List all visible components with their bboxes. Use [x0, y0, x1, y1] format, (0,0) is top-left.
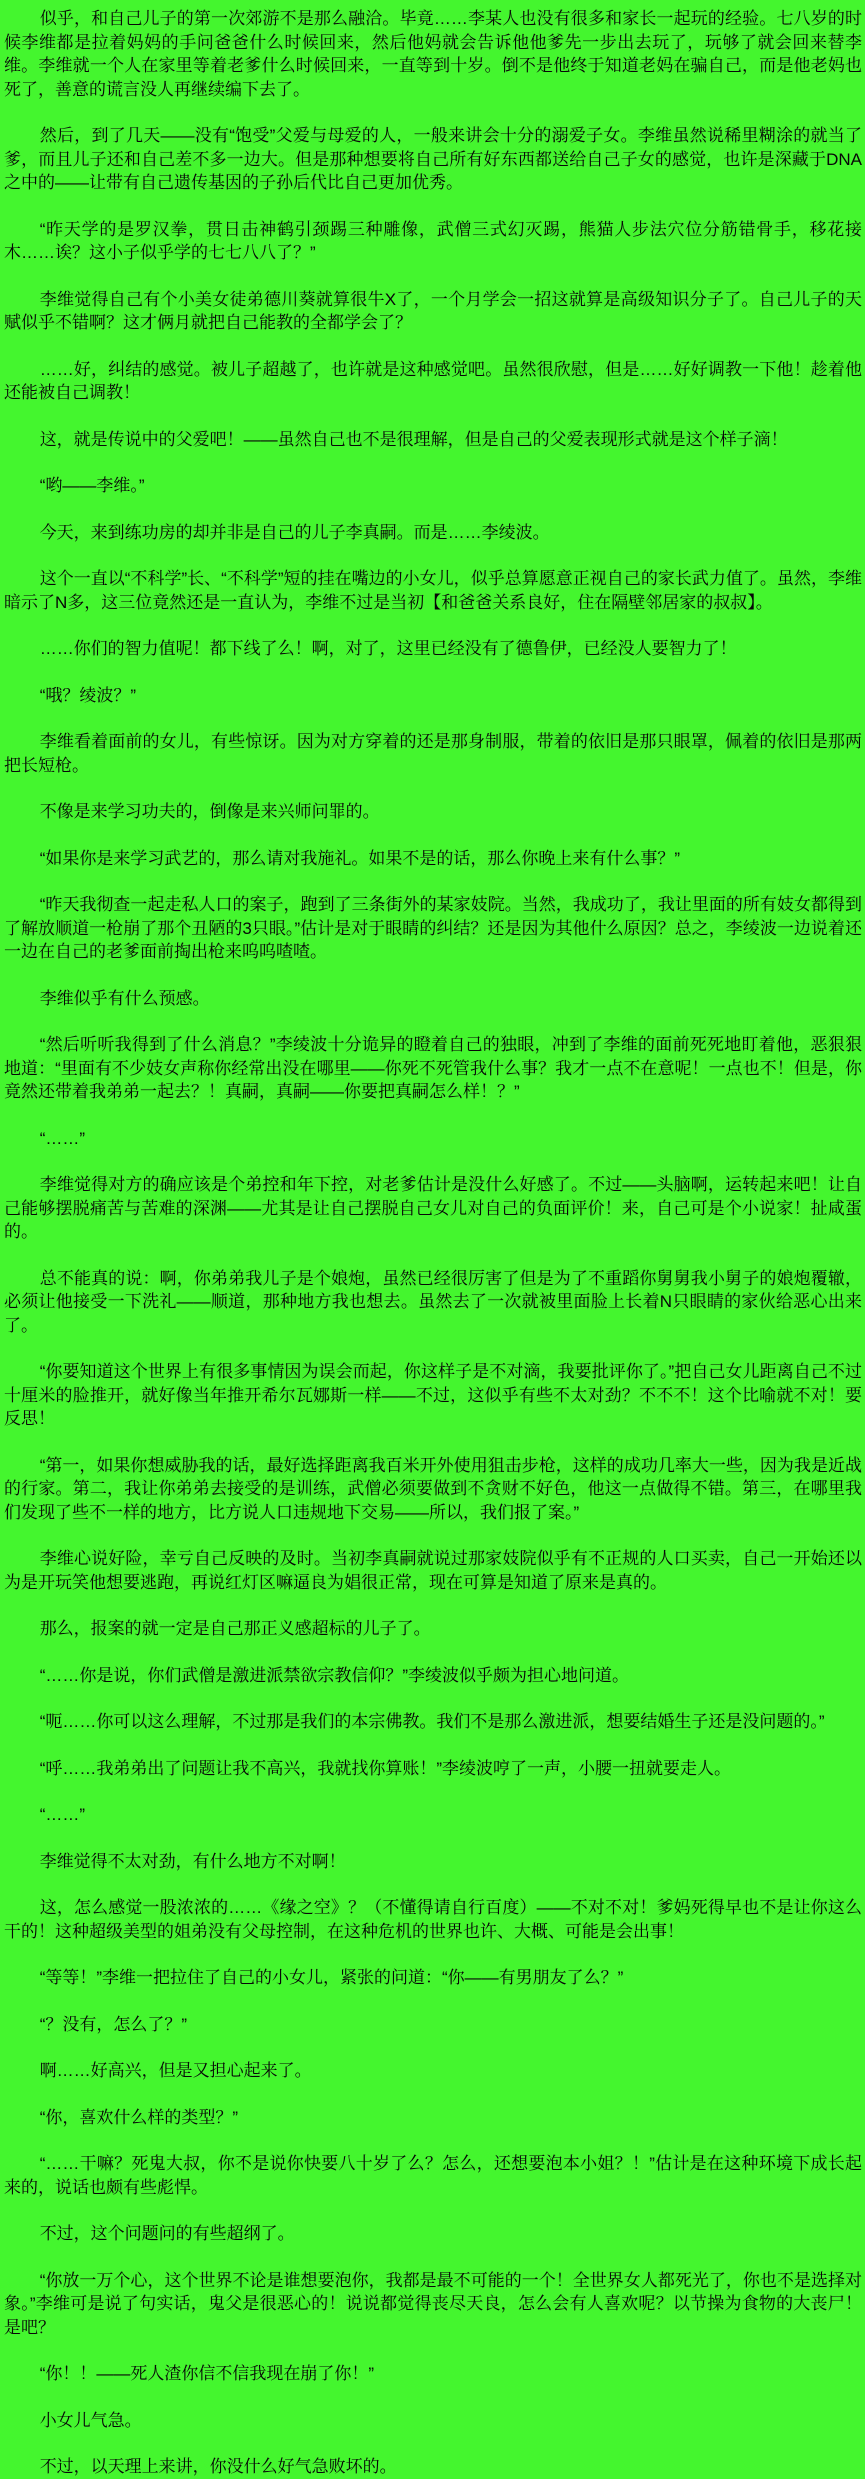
paragraph: “呼……我弟弟出了问题让我不高兴，我就找你算账！”李绫波哼了一声，小腰一扭就要走人。: [39, 1758, 732, 1778]
paragraph: ……你们的智力值呢！都下线了么！啊，对了，这里已经没有了德鲁伊，已经没人要智力了！: [39, 639, 737, 658]
paragraph: “……”: [39, 1128, 86, 1148]
paragraph: 不像是来学习功夫的，倒像是来兴师问罪的。: [39, 802, 380, 821]
paragraph: 这个一直以“不科学”长、“不科学”短的挂在嘴边的小女儿，似乎总算愿意正视自己的家长武力值了。虽然，李维暗示了N多，这三位竟然还是一直认为，李维不过是当初【和爸爸关系良好，住在隔壁邻居家的叔叔】。: [4, 569, 862, 612]
paragraph: “呃……你可以这么理解，不过那是我们的本宗佛教。我们不是那么激进派，想要结婚生子还是没问题的。”: [39, 1712, 825, 1731]
paragraph: 李维看着面前的女儿，有些惊讶。因为对方穿着的还是那身制服，带着的依旧是那只眼罩，佩着的依旧是那两把长短枪。: [4, 732, 862, 775]
paragraph: “你，喜欢什么样的类型？”: [39, 2107, 239, 2127]
paragraph: “第一，如果你想威胁我的话，最好选择距离我百米开外使用狙击步枪，这样的成功几率大一些，因为我是近战的行家。第二，我让你弟弟去接受的是训练，武僧必须要做到不贪财不好色，他这一点做得不错。第三，在哪里我们发现了些不一样的地方，比方说人口违规地下交易——所以，我们报了案。”: [4, 1455, 862, 1522]
paragraph: 今天，来到练功房的却并非是自己的儿子李真嗣。而是……李绫波。: [39, 522, 550, 542]
paragraph: 总不能真的说：啊，你弟弟我儿子是个娘炮，虽然已经很厉害了但是为了不重蹈你舅舅我小舅子的娘炮覆辙，必须让他接受一下洗礼——顺道，那种地方我也想去。虽然去了一次就被里面脸上长着N只眼睛的家伙给恶心出来了。: [4, 1268, 862, 1335]
paragraph: 然后，到了几天——没有“饱受”父爱与母爱的人，一般来讲会十分的溺爱子女。李维虽然说稀里糊涂的就当了爹，而且儿子还和自己差不多一边大。但是那种想要将自己所有好东西都送给自己子女的感觉，也许是深藏于DNA之中的——让带有自己遗传基因的子孙后代比自己更加优秀。: [4, 126, 862, 192]
paragraph: “哟——李维。”: [39, 476, 145, 495]
paragraph: 李维觉得对方的确应该是个弟控和年下控，对老爹估计是没什么好感了。不过——头脑啊，运转起来吧！让自己能够摆脱痛苦与苦难的深渊——尤其是让自己摆脱自己女儿对自己的负面评价！来，自己可是个小说家！扯咸蛋的。: [4, 1175, 862, 1241]
paragraph: “昨天学的是罗汉拳，贯日击神鹤引颈踢三种雕像，武僧三式幻灭踢，熊猫人步法穴位分筋错骨手，移花接木……诶？这小子似乎学的七七八八了？”: [4, 219, 862, 262]
paragraph: “？没有，怎么了？”: [39, 2014, 188, 2034]
paragraph: 那么，报案的就一定是自己那正义感超标的儿子了。: [39, 1619, 431, 1638]
paragraph: 李维觉得不太对劲，有什么地方不对啊！: [39, 1851, 346, 1871]
paragraph: “……”: [39, 1805, 86, 1824]
paragraph: “……你是说，你们武僧是激进派禁欲宗教信仰？”李绫波似乎颇为担心地问道。: [39, 1665, 630, 1685]
paragraph: “你！！——死人渣你信不信我现在崩了你！”: [39, 2364, 375, 2383]
paragraph: 这，怎么感觉一股浓浓的……《缘之空》？（不懂得请自行百度）——不对不对！爹妈死得早也不是让你这么干的！这种超级美型的姐弟没有父母控制，在这种危机的世界也许、大概、可能是会出事！: [4, 1898, 862, 1941]
paragraph: “哦？绫波？”: [39, 685, 137, 705]
paragraph: “昨天我彻查一起走私人口的案子，跑到了三条街外的某家妓院。当然，我成功了，我让里面的所有妓女都得到了解放顺道一枪崩了那个丑陋的3只眼。”估计是对于眼睛的纠结？还是因为其他什么原因？总之，李绫波一边说着还一边在自己的老爹面前掏出枪来呜呜喳喳。: [4, 895, 862, 961]
paragraph: 啊……好高兴，但是又担心起来了。: [39, 2061, 312, 2080]
paragraph: 李维觉得自己有个小美女徒弟德川葵就算很牛X了，一个月学会一招这就算是高级知识分子了。自己儿子的天赋似乎不错啊？这才俩月就把自己能教的全都学会了？: [4, 289, 862, 332]
paragraph: “……干嘛？死鬼大叔，你不是说你快要八十岁了么？怎么，还想要泡本小姐？！”估计是在这种环境下成长起来的，说话也颇有些彪悍。: [4, 2154, 862, 2197]
paragraph: 李维似乎有什么预感。: [39, 988, 210, 1008]
paragraph: “如果你是来学习武艺的，那么请对我施礼。如果不是的话，那么你晚上来有什么事？”: [39, 848, 681, 868]
paragraph: “然后听听我得到了什么消息？”李绫波十分诡异的瞪着自己的独眼，冲到了李维的面前死死地盯着他，恶狠狠地道：“里面有不少妓女声称你经常出没在哪里——你死不死管我什么事？我才一点不在意呢！一点也不！但是，你竟然还带着我弟弟一起去？！真嗣，真嗣——你要把真嗣怎么样！？”: [4, 1035, 862, 1101]
paragraph: “你要知道这个世界上有很多事情因为误会而起，你这样子是不对滴，我要批评你了。”把自己女儿距离自己不过十厘米的脸推开，就好像当年推开希尔瓦娜斯一样——不过，这似乎有些不太对劲？不不不！这个比喻就不对！要反思！: [4, 1362, 862, 1428]
paragraph: 似乎，和自己儿子的第一次郊游不是那么融洽。毕竟……李某人也没有很多和家长一起玩的经验。七八岁的时候李维都是拉着妈妈的手问爸爸什么时候回来，然后他妈就会告诉他他爹先一步出去玩了，玩够了就会回来替李维。李维就一个人在家里等着老爹什么时候回来，一直等到十岁。倒不是他终于知道老妈在骗自己，而是他老妈也死了，善意的谎言没人再继续编下去了。: [4, 9, 862, 99]
paragraph: 不过，这个问题问的有些超纲了。: [39, 2224, 295, 2243]
paragraph: ……好，纠结的感觉。被儿子超越了，也许就是这种感觉吧。虽然很欣慰，但是……好好调教一下他！趁着他还能被自己调教！: [4, 359, 862, 402]
paragraph: “等等！”李维一把拉住了自己的小女儿，紧张的问道：“你——有男朋友了么？”: [39, 1968, 624, 1987]
paragraph: 不过，以天理上来讲，你没什么好气急败坏的。: [39, 2457, 397, 2476]
paragraph: 李维心说好险，幸亏自己反映的及时。当初李真嗣就说过那家妓院似乎有不正规的人口买卖，自己一开始还以为是开玩笑他想要逃跑，再说红灯区嘛逼良为娼很正常，现在可算是知道了原来是真的。: [4, 1549, 862, 1592]
paragraph: 小女儿气急。: [39, 2410, 142, 2430]
paragraph: 这，就是传说中的父爱吧！——虽然自己也不是很理解，但是自己的父爱表现形式就是这个样子滴！: [39, 429, 788, 449]
paragraph: “你放一万个心，这个世界不论是谁想要泡你，我都是最不可能的一个！全世界女人都死光了，你也不是选择对象。”李维可是说了句实话，鬼父是很恶心的！说说都觉得丧尽天良，怎么会有人喜欢呢？以节操为食物的大丧尸！是吧？: [4, 2270, 862, 2337]
